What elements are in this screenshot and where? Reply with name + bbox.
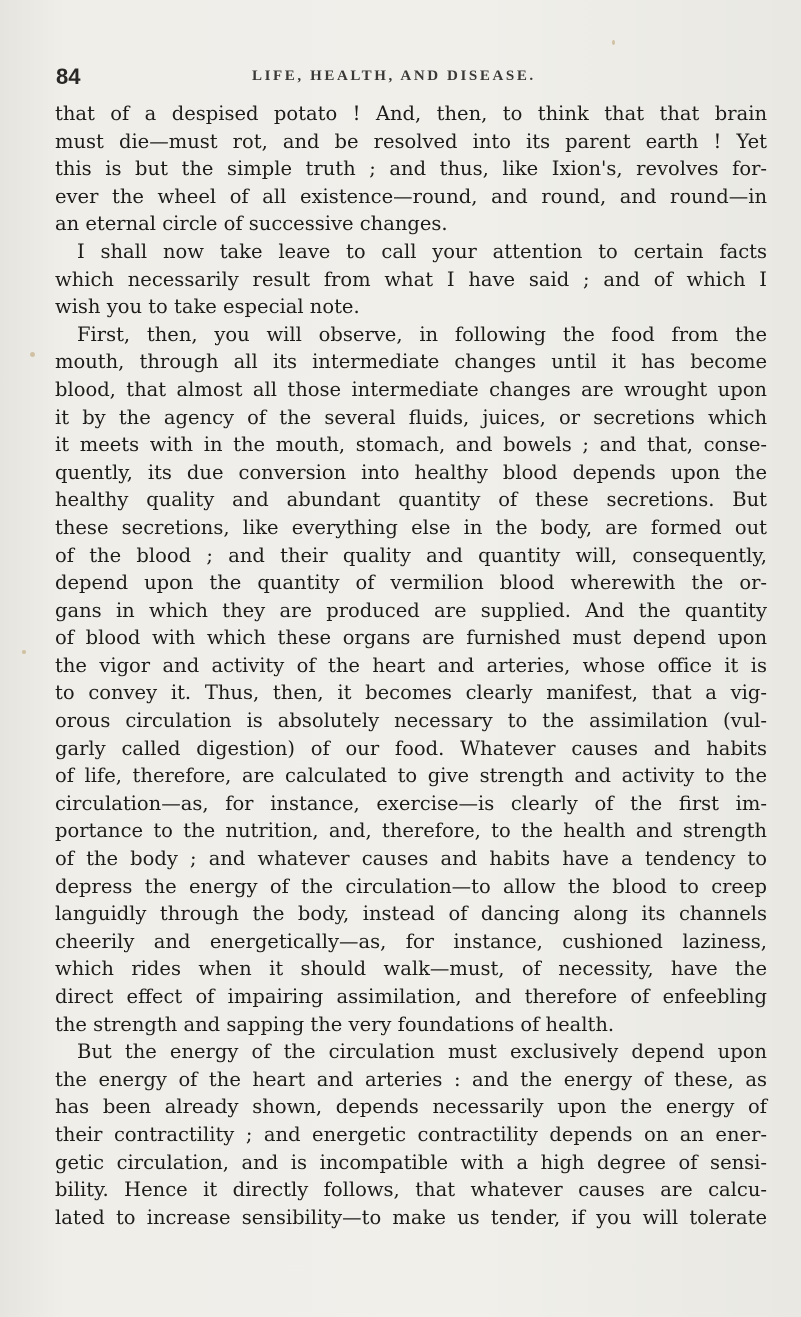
text-line: has been already shown, depends necessarily upon the energy of xyxy=(55,1095,767,1119)
text-line: portance to the nutrition, and, therefore, to the health and strength xyxy=(55,819,767,843)
paper-speck xyxy=(22,650,26,654)
text-line: that of a despised potato ! And, then, to think that that brain xyxy=(55,102,767,125)
text-line: to convey it. Thus, then, it becomes clearly manifest, that a vig- xyxy=(55,681,767,705)
running-title: LIFE, HEALTH, AND DISEASE. xyxy=(252,68,536,84)
page-header xyxy=(56,66,756,90)
text-line: depress the energy of the circulation—to allow the blood to creep xyxy=(55,874,767,898)
text-line: must die—must rot, and be resolved into its parent earth ! Yet xyxy=(55,129,767,153)
text-line: mouth, through all its intermediate changes until it has become xyxy=(55,350,767,374)
text-line: garly called digestion) of our food. Whatever causes and habits xyxy=(55,736,767,760)
text-line: it meets with in the mouth, stomach, and bowels ; and that, conse- xyxy=(55,433,767,457)
text-line: circulation—as, for instance, exercise—is clearly of the first im- xyxy=(55,791,767,815)
paragraph-start-line: I shall now take leave to call your attention to certain facts xyxy=(77,239,767,263)
text-line: ever the wheel of all existence—round, and round, and round—in xyxy=(55,184,767,208)
text-line: an eternal circle of successive changes. xyxy=(55,212,448,236)
text-line: this is but the simple truth ; and thus, like Ixion's, revolves for- xyxy=(55,157,767,181)
text-line: healthy quality and abundant quantity of these secretions. But xyxy=(55,488,767,512)
paper-speck xyxy=(612,40,615,45)
page-number: 84 xyxy=(56,64,81,89)
text-line: of the blood ; and their quality and quantity will, consequently, xyxy=(55,543,767,567)
body-text xyxy=(55,100,767,1231)
text-line: blood, that almost all those intermediate changes are wrought upon xyxy=(55,377,767,401)
text-line: bility. Hence it directly follows, that whatever causes are calcu- xyxy=(55,1178,767,1202)
text-line: the strength and sapping the very foundations of health. xyxy=(55,1012,615,1036)
text-line: which necessarily result from what I have said ; and of which I xyxy=(55,267,767,291)
text-line: these secretions, like everything else in the body, are formed out xyxy=(55,515,767,539)
text-line: it by the agency of the several fluids, juices, or secretions which xyxy=(55,405,767,429)
text-line: of life, therefore, are calculated to give strength and activity to the xyxy=(55,764,767,788)
text-line: their contractility ; and energetic contractility depends on an ener- xyxy=(55,1122,767,1146)
text-line: the energy of the heart and arteries : and the energy of these, as xyxy=(55,1067,767,1091)
text-line: getic circulation, and is incompatible with a high degree of sensi- xyxy=(55,1150,767,1174)
text-line: quently, its due conversion into healthy blood depends upon the xyxy=(55,460,767,484)
text-line: lated to increase sensibility—to make us tender, if you will tolerate xyxy=(55,1205,767,1229)
text-line: languidly through the body, instead of dancing along its channels xyxy=(55,902,767,926)
text-line: cheerily and energetically—as, for instance, cushioned laziness, xyxy=(55,929,767,953)
text-line: gans in which they are produced are supplied. And the quantity xyxy=(55,598,767,622)
text-line: wish you to take especial note. xyxy=(55,295,360,319)
paragraph-start-line: First, then, you will observe, in following the food from the xyxy=(77,322,767,346)
text-line: the vigor and activity of the heart and arteries, whose office it is xyxy=(55,653,767,677)
text-line: depend upon the quantity of vermilion blood wherewith the or- xyxy=(55,571,767,595)
paragraph-start-line: But the energy of the circulation must exclusively depend upon xyxy=(77,1040,767,1064)
text-line: of the body ; and whatever causes and habits have a tendency to xyxy=(55,847,767,871)
paper-speck xyxy=(30,352,35,357)
text-line: direct effect of impairing assimilation, and therefore of enfeebling xyxy=(55,985,767,1008)
text-line: orous circulation is absolutely necessary to the assimilation (vul- xyxy=(55,709,767,733)
text-line: which rides when it should walk—must, of necessity, have the xyxy=(55,957,767,981)
text-line: of blood with which these organs are furnished must depend upon xyxy=(55,626,767,650)
